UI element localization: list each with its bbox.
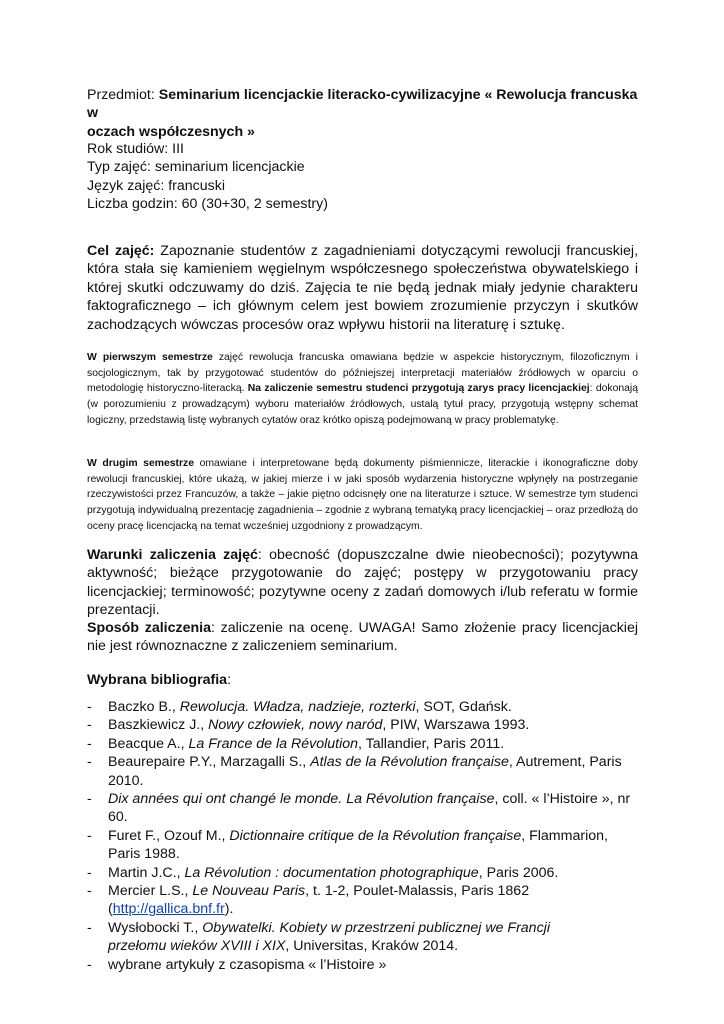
bib-details-end: ). [224,901,234,918]
bibliography-item [87,735,647,753]
bibliography-list [87,698,647,974]
bib-title: La Révolution : documentation photographique [184,864,479,881]
bib-title: Rewolucja. Władza, nadzieje, rozterki [179,699,416,715]
course-meta [87,140,328,214]
bib-details: , SOT, Gdańsk. [415,699,512,715]
bib-author: Baczko B., [108,699,180,715]
bib-details: , PIW, Warszawa 1993. [382,717,530,734]
bibliography-item [87,864,647,882]
bib-details: , Flammarion, Paris 1988. [108,827,608,863]
grading-label: Sposób zaliczenia [87,620,211,636]
bib-title: Nowy człowiek, nowy naród [208,717,383,734]
bib-title: Dictionnaire critique de la Révolution française [229,827,522,844]
bibliography-label: Wybrana bibliografia [87,672,228,688]
semester1-text: zajęć rewolucja francuska omawiana będzie w aspekcie historycznym, filozoficznym i socjologicznym, tak by przygotować studentów do późniejszej interpretacji materiałów źródłowych w oparciu o metodologię historyczno-literacką. [87,352,638,395]
semester1-text-2: : dokonają (w porozumieniu z prowadzącym) wyboru materiałów źródłowych, ustalą tytuł pracy, przygotują wstępny schemat logiczny, przedstawią listę wybranych cytatów oraz krótko opiszą podejmowaną w pracy problematykę. [87,383,638,426]
bibliography-item [87,882,647,919]
conditions-text: : obecność (dopuszczalne dwie nieobecności); pozytywna aktywność; bieżące przygotowanie do zajęć; postępy w przygotowaniu pracy licencjackiej; terminowość; pozytywne oceny z zadań domowych i/lub referatu w formie prezentacji. [87,547,638,619]
bibliography-item [87,753,647,790]
bibliography-item [87,919,647,956]
course-title-line2: oczach współczesnych » [87,123,255,140]
bib-author: wybrane artykuły z czasopisma « l’Histoire » [108,956,387,973]
bib-author: Beaurepaire P.Y., Marzagalli S., [108,754,311,771]
bib-details: , t. 1-2, Poulet-Malassis, Paris 1862 ( [108,883,530,918]
bib-author: Beacque A., [108,735,189,752]
bib-title: Dix années qui ont changé le monde. La Révolution française [108,791,495,808]
bib-title: La France de la Révolution [188,735,359,752]
bibliography-item [87,956,647,974]
bibliography-heading [87,671,231,689]
section-conditions [87,546,638,620]
course-title [87,86,638,141]
section-grading [87,619,638,656]
grading-text: : zaliczenie na ocenę. UWAGA! Samo złożenie pracy licencjackiej nie jest równoznaczne z zaliczeniem seminarium. [87,620,639,655]
meta-year: Rok studiów: III [87,141,184,157]
bib-details: , Paris 2006. [478,864,559,881]
bib-title: Le Nouveau Paris [192,883,306,900]
conditions-label: Warunki zaliczenia zajęć [87,547,258,563]
gallica-link[interactable]: http://gallica.bnf.fr [112,901,225,918]
section-goal [87,242,638,334]
semester2-label: W drugim semestrze [87,458,195,469]
bibliography-colon: : [227,672,232,688]
bibliography-item [87,790,647,827]
bib-author: Baszkiewicz J., [108,717,209,734]
course-title-line1: Seminarium licencjackie literacko-cywilizacyjne « Rewolucja francuska w [87,87,638,122]
bib-details: , Autrement, Paris 2010. [108,754,622,789]
goal-text: Zapoznanie studentów z zagadnieniami dotyczącymi rewolucji francuskiej, która stała się kamieniem węgielnym współczesnego społeczeństwa obywatelskiego i której skutki odczuwamy do dziś. Zajęcia te nie będą jednak miały jedynie charakteru faktograficznego – ich głównym celem jest bowiem zrozumienie przyczyn i skutków zachodzących wówczas procesów oraz wpływu historii na literaturę i sztukę. [87,243,639,333]
section-semester-2 [87,456,638,535]
bib-author: Mercier L.S., [108,883,193,900]
meta-language: Język zajęć: francuski [87,177,225,194]
bib-details: , Tallandier, Paris 2011. [358,735,505,752]
meta-hours: Liczba godzin: 60 (30+30, 2 semestry) [87,196,328,213]
meta-type: Typ zajęć: seminarium licencjackie [87,159,305,176]
bibliography-item [87,827,647,864]
semester2-text: omawiane i interpretowane będą dokumenty piśmiennicze, literackie i ikonograficzne doby rewolucji francuskiej, które ukażą, w jakiej mierze i w jaki sposób wydarzenia historyczne wpłynęły na postrzeganie rzeczywistości przez Francuzów, a także – jakie piętno odcisnęły one na literaturze i sztuce. W semestrze tym studenci przygotują indywidualną prezentację zagadnienia – zgodnie z wybraną tematyką pracy licencjackiej – oraz przedłożą do oceny pracę licencjacką na temat wcześniej uzgodniony z prowadzącym. [87,458,639,532]
bib-author: Wysłobocki T., [108,919,203,936]
section-semester-1 [87,350,638,429]
bibliography-item [87,698,647,716]
bib-details: , coll. « l’Histoire », nr 60. [108,791,631,826]
bib-title: Atlas de la Révolution française [310,754,509,771]
bib-details: , Universitas, Kraków 2014. [285,938,459,955]
course-label: Przedmiot: [87,87,159,103]
semester1-label: W pierwszym semestrze [87,352,213,363]
goal-label: Cel zajęć: [87,243,155,259]
bib-title: Obywatelki. Kobiety w przestrzeni publicznej we Francji przełomu wieków XVIII i XIX [108,919,550,955]
semester1-requirement: Na zaliczenie semestru studenci przygotują zarys pracy licencjackiej [247,383,590,395]
bib-author: Martin J.C., [108,864,185,881]
bib-author: Furet F., Ozouf M., [108,827,230,844]
bibliography-item [87,716,647,734]
